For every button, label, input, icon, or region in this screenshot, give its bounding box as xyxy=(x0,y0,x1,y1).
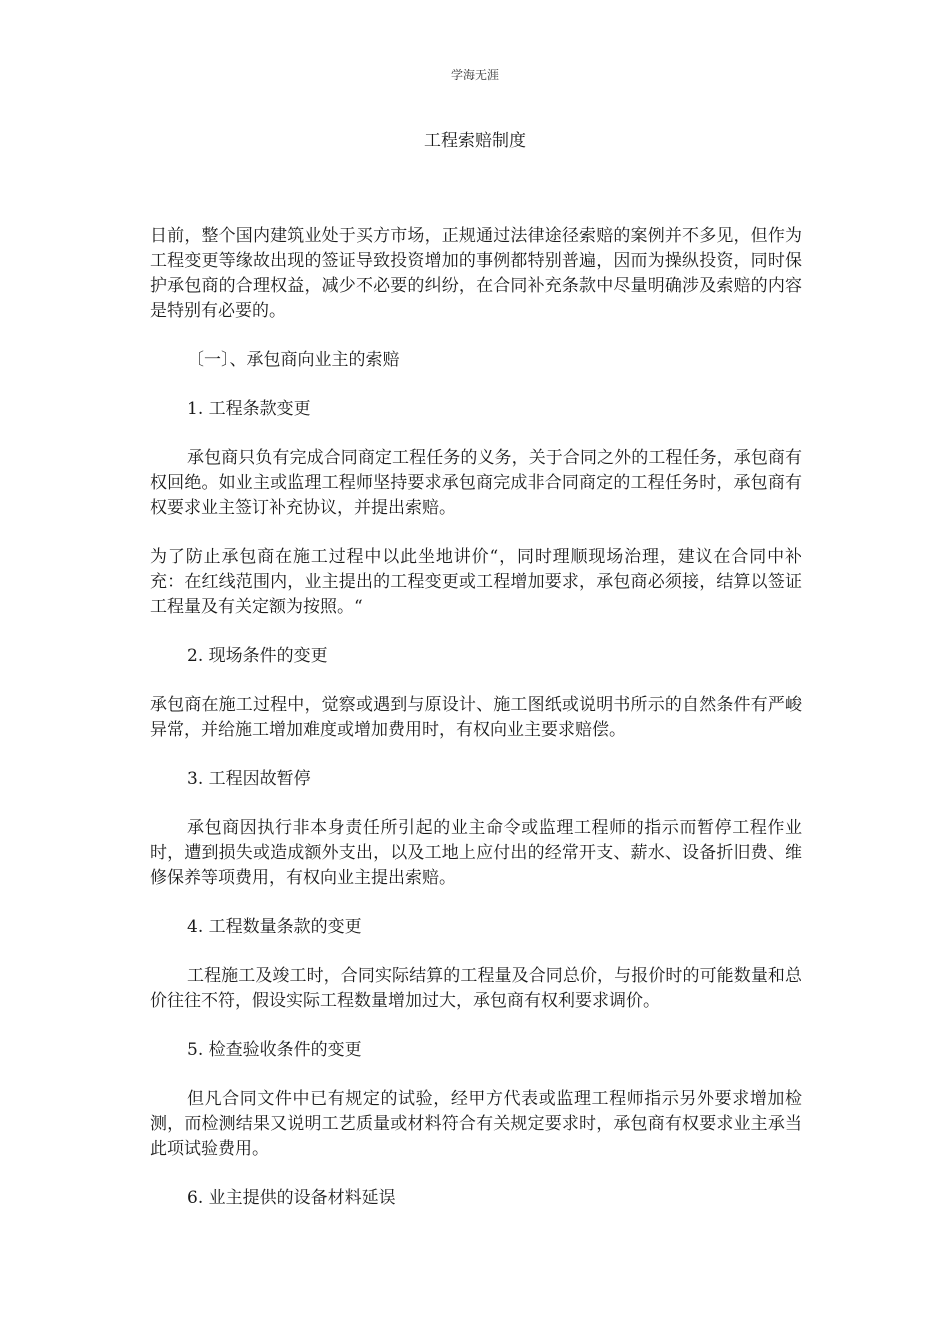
paragraph: 为了防止承包商在施工过程中以此坐地讲价“，同时理顺现场治理，建议在合同中补充：在红线范围内，业主提出的工程变更或工程增加要求，承包商必须接，结算以签证工程量及有关定额为按照。“ xyxy=(150,547,802,617)
paragraph-intro: 日前，整个国内建筑业处于买方市场，正规通过法律途径索赔的案例并不多见，但作为工程变更等缘故出现的签证导致投资增加的事例都特别普遍，因而为操纵投资，同时保护承包商的合理权益，减少不必要的纠纷，在合同补充条款中尽量明确涉及索赔的内容是特别有必要的。 xyxy=(150,226,802,321)
page-header: 学海无涯 xyxy=(450,68,499,82)
subsection-heading: 2. 现场条件的变更 xyxy=(187,646,328,666)
subsection-heading: 4. 工程数量条款的变更 xyxy=(187,917,362,937)
document-body xyxy=(150,224,802,1235)
subsection-heading: 3. 工程因故暂停 xyxy=(187,769,311,789)
subsection-heading: 5. 检查验收条件的变更 xyxy=(187,1040,362,1060)
section-heading: 〔一〕、承包商向业主的索赔 xyxy=(187,350,400,370)
paragraph: 承包商只负有完成合同商定工程任务的义务，关于合同之外的工程任务，承包商有权回绝。如业主或监理工程师坚持要求承包商完成非合同商定的工程任务时，承包商有权要求业主签订补充协议，并提出索赔。 xyxy=(150,448,802,518)
paragraph: 承包商在施工过程中，觉察或遇到与原设计、施工图纸或说明书所示的自然条件有严峻异常，并给施工增加难度或增加费用时，有权向业主要求赔偿。 xyxy=(150,695,802,740)
subsection-heading: 6. 业主提供的设备材料延误 xyxy=(187,1188,396,1208)
subsection-heading: 1. 工程条款变更 xyxy=(187,399,311,419)
paragraph: 工程施工及竣工时，合同实际结算的工程量及合同总价，与报价时的可能数量和总价往往不符，假设实际工程数量增加过大，承包商有权利要求调价。 xyxy=(150,966,802,1011)
paragraph: 但凡合同文件中已有规定的试验，经甲方代表或监理工程师指示另外要求增加检测，而检测结果又说明工艺质量或材料符合有关规定要求时，承包商有权要求业主承当此项试验费用。 xyxy=(150,1089,802,1159)
document-title: 工程索赔制度 xyxy=(424,131,526,151)
paragraph: 承包商因执行非本身责任所引起的业主命令或监理工程师的指示而暂停工程作业时，遭到损失或造成额外支出，以及工地上应付出的经常开支、薪水、设备折旧费、维修保养等项费用，有权向业主提出索赔。 xyxy=(150,818,802,888)
